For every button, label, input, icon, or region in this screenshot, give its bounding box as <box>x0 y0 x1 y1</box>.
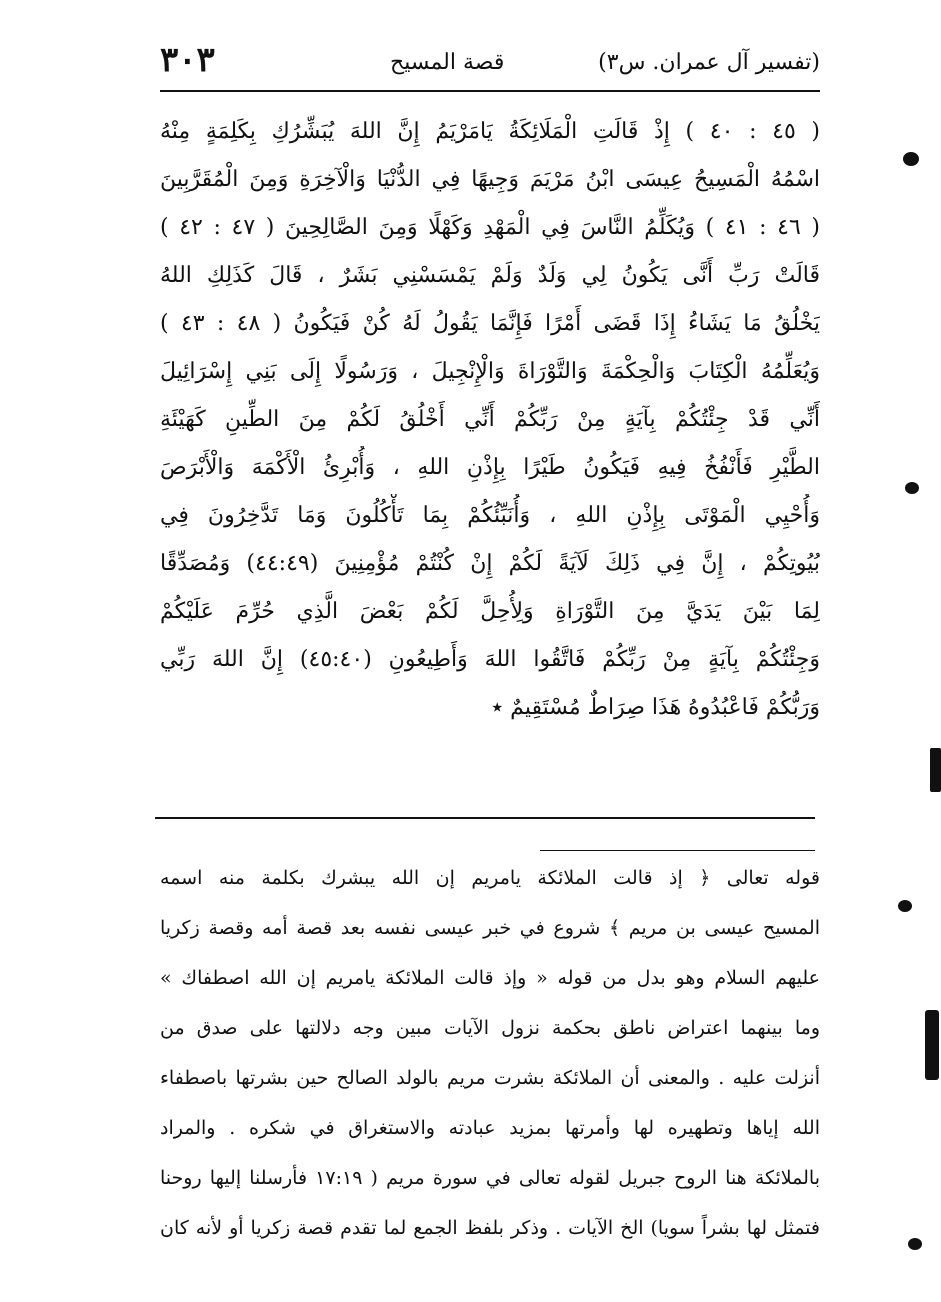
verse-line: وَجِئْتُكُمْ بِآيَةٍ مِنْ رَبِّكُمْ فَاتَّقُوا اللهَ وَأَطِيعُونِ (٤٥:٤٠) إِنَّ اللهَ رَبِّي <box>160 647 820 672</box>
verse-line: وَيُعَلِّمُهُ الْكِتَابَ وَالْحِكْمَةَ وَالتَّوْرَاةَ وَالْإِنْجِيلَ ، وَرَسُولًا إِلَى بَنِي إِسْرَائِيلَ <box>160 359 820 384</box>
verse-line: ( ٤٦ : ٤١ ) وَيُكَلِّمُ النَّاسَ فِي الْمَهْدِ وَكَهْلًا وَمِنَ الصَّالِحِينَ ( ٤٧ : ٤٢ ) <box>160 215 820 240</box>
margin-blot <box>898 900 912 912</box>
margin-blot <box>925 1010 939 1080</box>
commentary-line: الله إياها وتطهيره لها وأمرتها بمزيد عبادته والاستغراق في شكره . والمراد <box>160 1117 820 1139</box>
commentary-line: بالملائكة هنا الروح جبريل لقوله تعالى في سورة مريم ( ١٧:١٩ فأرسلنا إليها روحنا <box>160 1167 820 1189</box>
commentary-line: أنزلت عليه . والمعنى أن الملائكة بشرت مريم بالولد الصالح حين بشرتها باصطفاء <box>160 1067 820 1089</box>
verse-line: الطَّيْرِ فَأَنْفُخُ فِيهِ فَيَكُونُ طَيْرًا بِإِذْنِ اللهِ ، وَأُبْرِئُ الْأَكْمَهَ وَالْأَبْرَصَ <box>160 455 820 480</box>
verse-block <box>160 110 820 750</box>
section-title: قصة المسيح <box>390 50 505 75</box>
verse-line: يَخْلُقُ مَا يَشَاءُ إِذَا قَضَى أَمْرًا فَإِنَّمَا يَقُولُ لَهُ كُنْ فَيَكُونُ ( ٤٨ : ٤٣ ) <box>160 311 820 336</box>
commentary-block <box>160 858 820 1278</box>
book-reference: (تفسير آل عمران. س٣) <box>598 50 820 75</box>
verse-line: بُيُوتِكُمْ ، إِنَّ فِي ذَلِكَ لَآيَةً لَكُمْ إِنْ كُنْتُمْ مُؤْمِنِينَ (٤٤:٤٩) وَمُصَدِّقًا <box>160 551 820 576</box>
footnote-rule <box>540 850 815 851</box>
margin-blot <box>903 152 919 166</box>
commentary-line: فتمثل لها بشراً سويا) الخ الآيات . وذكر بلفظ الجمع لما تقدم قصة زكريا أو لأنه كان <box>160 1217 820 1239</box>
verse-line: قَالَتْ رَبِّ أَنَّى يَكُونُ لِي وَلَدٌ وَلَمْ يَمْسَسْنِي بَشَرٌ ، قَالَ كَذَلِكِ اللهُ <box>160 263 820 288</box>
commentary-line: المسيح عيسى بن مريم ﴾ شروع في خبر عيسى نفسه بعد قصة أمه وقصة زكريا <box>160 917 820 939</box>
verse-line: ( ٤٥ : ٤٠ ) إِذْ قَالَتِ الْمَلَائِكَةُ يَامَرْيَمُ إِنَّ اللهَ يُبَشِّرُكِ بِكَلِمَةٍ مِنْهُ <box>160 119 820 144</box>
margin-blot <box>908 1238 922 1250</box>
header-rule <box>160 90 820 92</box>
commentary-line: قوله تعالى ﴿ إذ قالت الملائكة يامريم إن الله يبشرك بكلمة منه اسمه <box>160 867 820 889</box>
verse-line: وَأُحْيِي الْمَوْتَى بِإِذْنِ اللهِ ، وَأُنَبِّئُكُمْ بِمَا تَأْكُلُونَ وَمَا تَدَّخِرُونَ فِي <box>160 503 820 528</box>
commentary-line: عليهم السلام وهو بدل من قوله « وإذ قالت الملائكة يامريم إن الله اصطفاك » <box>160 967 820 989</box>
margin-blot <box>905 482 919 494</box>
verse-line: اسْمُهُ الْمَسِيحُ عِيسَى ابْنُ مَرْيَمَ وَجِيهًا فِي الدُّنْيَا وَالْآخِرَةِ وَمِنَ الْمُقَرَّبِينَ <box>160 167 820 192</box>
page-number: ٣٠٣ <box>160 40 215 80</box>
page-header <box>160 40 820 96</box>
commentary-line: وما بينهما اعتراض ناطق بحكمة نزول الآيات مبين وجه دلالتها على صدق من <box>160 1017 820 1039</box>
verse-line: لِمَا بَيْنَ يَدَيَّ مِنَ التَّوْرَاةِ وَلِأُحِلَّ لَكُمْ بَعْضَ الَّذِي حُرِّمَ عَلَيْكُمْ <box>160 599 820 624</box>
section-divider <box>155 817 815 819</box>
verse-line: وَرَبُّكُمْ فَاعْبُدُوهُ هَذَا صِرَاطٌ مُسْتَقِيمٌ ٭ <box>491 695 820 720</box>
margin-blot <box>930 748 941 792</box>
verse-line: أَنِّي قَدْ جِئْتُكُمْ بِآيَةٍ مِنْ رَبِّكُمْ أَنِّي أَخْلُقُ لَكُمْ مِنَ الطِّينِ كَهَيْئَةِ <box>160 407 820 432</box>
